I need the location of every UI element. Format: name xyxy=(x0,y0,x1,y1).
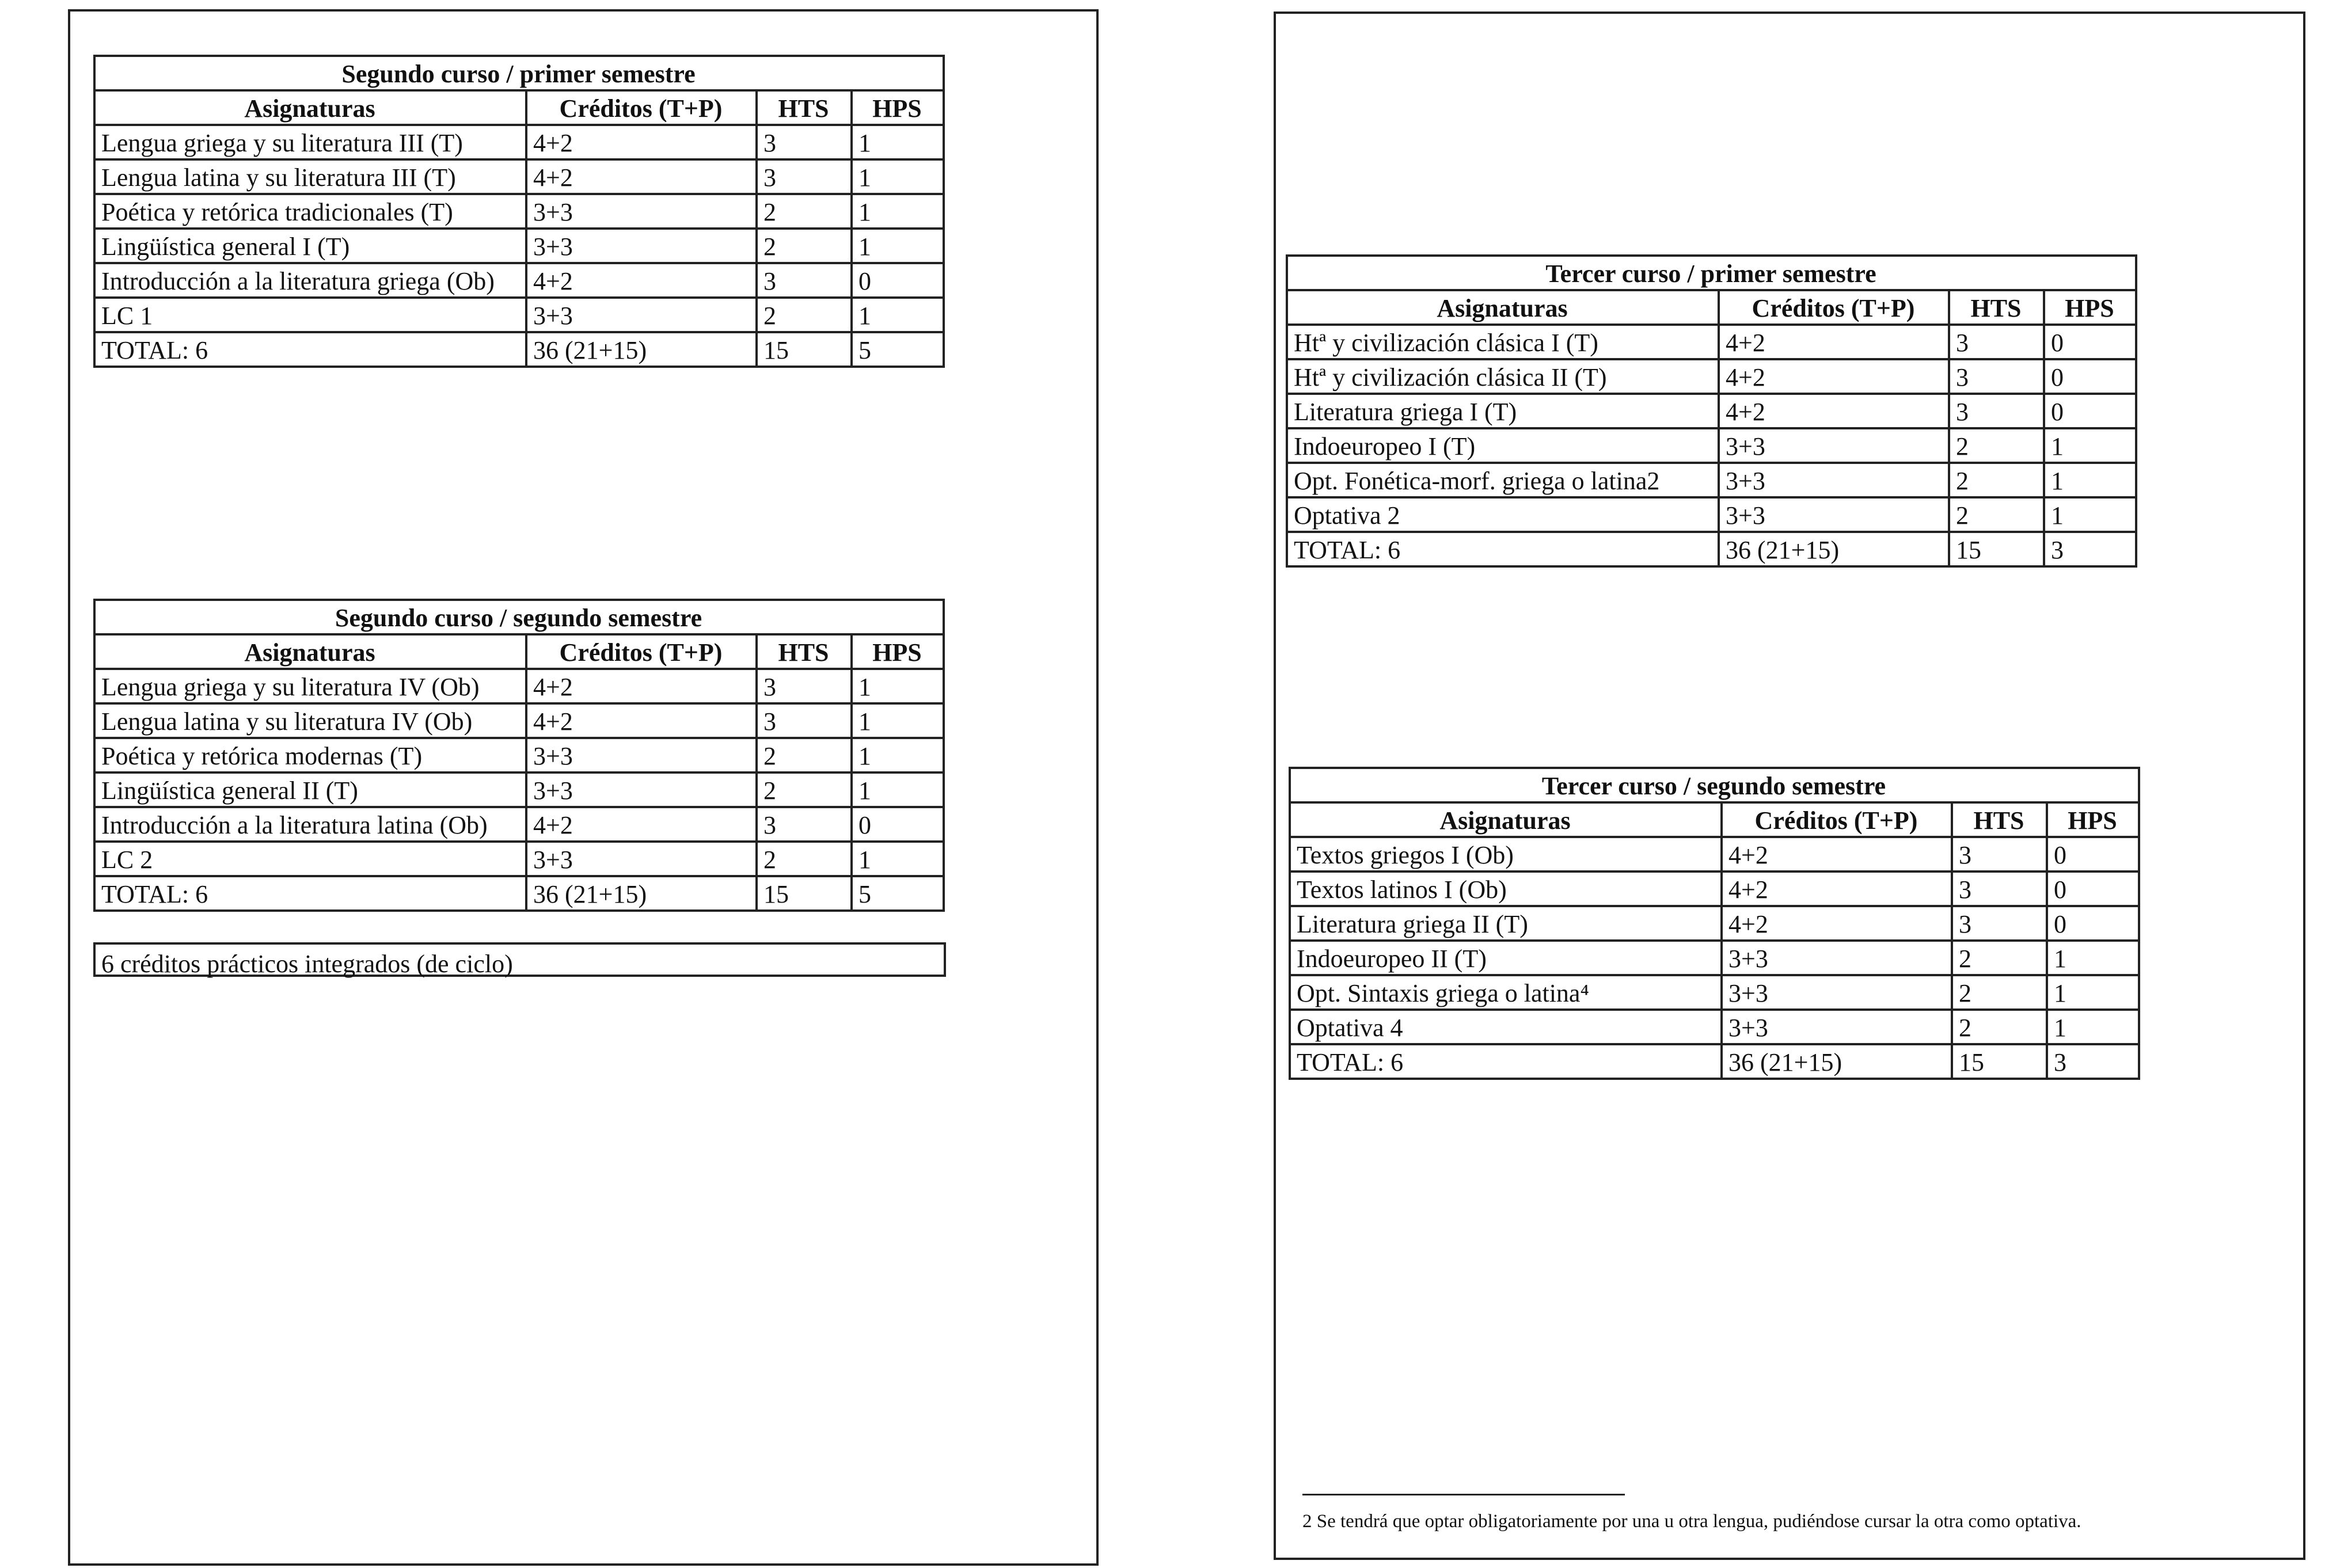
subject-cell: Indoeuropeo I (T) xyxy=(1287,428,1719,463)
hts-cell: 2 xyxy=(1952,975,2047,1010)
subject-cell: Opt. Sintaxis griega o latina⁴ xyxy=(1290,975,1722,1010)
subject-cell: Lengua latina y su literatura III (T) xyxy=(94,159,526,194)
column-header-asignaturas: Asignaturas xyxy=(1287,290,1719,325)
hps-cell: 0 xyxy=(2047,871,2139,906)
credits-cell: 3+3 xyxy=(526,229,757,263)
column-header-creditos: Créditos (T+P) xyxy=(1719,290,1949,325)
hts-cell: 2 xyxy=(757,842,852,876)
credits-cell: 3+3 xyxy=(526,738,757,772)
footnote-divider xyxy=(1302,1494,1625,1495)
table-row xyxy=(94,807,944,842)
total-row xyxy=(1287,532,2136,566)
hts-cell: 3 xyxy=(1952,837,2047,871)
total-credits: 36 (21+15) xyxy=(1719,532,1949,566)
total-hts: 15 xyxy=(757,332,852,367)
hps-cell: 0 xyxy=(2047,837,2139,871)
credits-cell: 4+2 xyxy=(526,159,757,194)
table-tercer-curso-primer-semestre xyxy=(1286,254,2137,568)
credits-cell: 3+3 xyxy=(526,772,757,807)
table-row xyxy=(94,772,944,807)
table-row xyxy=(1290,975,2139,1010)
credits-cell: 4+2 xyxy=(1722,906,1952,941)
column-header-creditos: Créditos (T+P) xyxy=(526,634,757,669)
table-row xyxy=(94,298,944,332)
subject-cell: Poética y retórica modernas (T) xyxy=(94,738,526,772)
column-header-hps: HPS xyxy=(852,634,944,669)
table-row xyxy=(1287,428,2136,463)
table-title: Segundo curso / primer semestre xyxy=(94,56,944,90)
table-segundo-curso-segundo-semestre xyxy=(93,599,945,912)
total-hps: 3 xyxy=(2044,532,2136,566)
subject-cell: Htª y civilización clásica II (T) xyxy=(1287,359,1719,394)
table-row xyxy=(1290,941,2139,975)
credits-cell: 4+2 xyxy=(526,669,757,703)
hts-cell: 3 xyxy=(757,807,852,842)
table-row xyxy=(94,738,944,772)
credits-cell: 3+3 xyxy=(526,842,757,876)
table-row xyxy=(94,229,944,263)
credits-cell: 4+2 xyxy=(526,263,757,298)
total-credits: 36 (21+15) xyxy=(526,876,757,911)
total-row xyxy=(94,876,944,911)
credits-cell: 4+2 xyxy=(1722,871,1952,906)
credits-cell: 4+2 xyxy=(1719,325,1949,359)
hts-cell: 2 xyxy=(1949,463,2044,497)
column-header-hts: HTS xyxy=(757,634,852,669)
total-hps: 5 xyxy=(852,332,944,367)
hts-cell: 2 xyxy=(1949,497,2044,532)
subject-cell: Lengua griega y su literatura IV (Ob) xyxy=(94,669,526,703)
table-row xyxy=(1287,394,2136,428)
subject-cell: Introducción a la literatura griega (Ob) xyxy=(94,263,526,298)
hts-cell: 2 xyxy=(757,738,852,772)
table-row xyxy=(94,842,944,876)
hts-cell: 2 xyxy=(757,194,852,229)
subject-cell: Optativa 2 xyxy=(1287,497,1719,532)
subject-cell: Poética y retórica tradicionales (T) xyxy=(94,194,526,229)
table-row xyxy=(1290,837,2139,871)
hps-cell: 1 xyxy=(852,194,944,229)
hps-cell: 1 xyxy=(852,669,944,703)
table-row xyxy=(1290,871,2139,906)
subject-cell: Lengua griega y su literatura III (T) xyxy=(94,125,526,159)
total-hps: 3 xyxy=(2047,1044,2139,1079)
hps-cell: 1 xyxy=(2044,463,2136,497)
hps-cell: 0 xyxy=(2044,359,2136,394)
total-label: TOTAL: 6 xyxy=(94,332,526,367)
hps-cell: 1 xyxy=(852,159,944,194)
subject-cell: LC 2 xyxy=(94,842,526,876)
hts-cell: 3 xyxy=(1952,906,2047,941)
practicos-integrados-note: 6 créditos prácticos integrados (de ciclo) xyxy=(93,942,946,977)
table-row xyxy=(1290,1010,2139,1044)
hps-cell: 1 xyxy=(2044,428,2136,463)
credits-cell: 3+3 xyxy=(1722,1010,1952,1044)
credits-cell: 3+3 xyxy=(1722,975,1952,1010)
table-row xyxy=(1287,325,2136,359)
hps-cell: 1 xyxy=(852,842,944,876)
table-row xyxy=(1287,359,2136,394)
hts-cell: 2 xyxy=(757,298,852,332)
credits-cell: 4+2 xyxy=(1719,394,1949,428)
hps-cell: 0 xyxy=(852,263,944,298)
hts-cell: 3 xyxy=(1949,394,2044,428)
credits-cell: 3+3 xyxy=(526,194,757,229)
hts-cell: 3 xyxy=(1949,359,2044,394)
hts-cell: 2 xyxy=(1952,941,2047,975)
table-row xyxy=(94,125,944,159)
total-row xyxy=(1290,1044,2139,1079)
subject-cell: Lingüística general II (T) xyxy=(94,772,526,807)
table-row xyxy=(1287,463,2136,497)
hts-cell: 3 xyxy=(757,125,852,159)
hts-cell: 3 xyxy=(1949,325,2044,359)
column-header-hts: HTS xyxy=(757,90,852,125)
column-header-creditos: Créditos (T+P) xyxy=(1722,802,1952,837)
hps-cell: 1 xyxy=(852,298,944,332)
total-hts: 15 xyxy=(757,876,852,911)
column-header-creditos: Créditos (T+P) xyxy=(526,90,757,125)
credits-cell: 4+2 xyxy=(526,703,757,738)
hps-cell: 0 xyxy=(852,807,944,842)
subject-cell: Optativa 4 xyxy=(1290,1010,1722,1044)
total-credits: 36 (21+15) xyxy=(526,332,757,367)
table-segundo-curso-primer-semestre xyxy=(93,55,945,368)
table-tercer-curso-segundo-semestre xyxy=(1289,767,2140,1080)
total-hts: 15 xyxy=(1949,532,2044,566)
total-hts: 15 xyxy=(1952,1044,2047,1079)
hts-cell: 2 xyxy=(1949,428,2044,463)
table-row xyxy=(94,159,944,194)
hts-cell: 3 xyxy=(757,263,852,298)
hts-cell: 3 xyxy=(757,703,852,738)
table-row xyxy=(94,263,944,298)
column-header-hps: HPS xyxy=(852,90,944,125)
subject-cell: Htª y civilización clásica I (T) xyxy=(1287,325,1719,359)
credits-cell: 3+3 xyxy=(526,298,757,332)
subject-cell: Introducción a la literatura latina (Ob) xyxy=(94,807,526,842)
hts-cell: 2 xyxy=(757,229,852,263)
column-header-asignaturas: Asignaturas xyxy=(94,90,526,125)
column-header-hps: HPS xyxy=(2047,802,2139,837)
subject-cell: Lengua latina y su literatura IV (Ob) xyxy=(94,703,526,738)
hps-cell: 1 xyxy=(852,738,944,772)
hps-cell: 1 xyxy=(852,772,944,807)
hts-cell: 3 xyxy=(1952,871,2047,906)
subject-cell: Indoeuropeo II (T) xyxy=(1290,941,1722,975)
subject-cell: Literatura griega II (T) xyxy=(1290,906,1722,941)
credits-cell: 3+3 xyxy=(1719,463,1949,497)
hps-cell: 1 xyxy=(852,703,944,738)
table-row xyxy=(1290,906,2139,941)
column-header-hts: HTS xyxy=(1952,802,2047,837)
subject-cell: Lingüística general I (T) xyxy=(94,229,526,263)
table-title: Segundo curso / segundo semestre xyxy=(94,600,944,634)
hts-cell: 2 xyxy=(757,772,852,807)
hps-cell: 1 xyxy=(2047,941,2139,975)
hps-cell: 1 xyxy=(2047,1010,2139,1044)
table-title: Tercer curso / primer semestre xyxy=(1287,256,2136,290)
table-row xyxy=(94,194,944,229)
column-header-hps: HPS xyxy=(2044,290,2136,325)
hts-cell: 3 xyxy=(757,669,852,703)
column-header-hts: HTS xyxy=(1949,290,2044,325)
hps-cell: 0 xyxy=(2047,906,2139,941)
total-row xyxy=(94,332,944,367)
subject-cell: Textos griegos I (Ob) xyxy=(1290,837,1722,871)
credits-cell: 4+2 xyxy=(526,807,757,842)
credits-cell: 3+3 xyxy=(1719,497,1949,532)
credits-cell: 3+3 xyxy=(1719,428,1949,463)
total-label: TOTAL: 6 xyxy=(1287,532,1719,566)
footnote: 2 Se tendrá que optar obligatoriamente por una u otra lengua, pudiéndose cursar la otra como optativa. xyxy=(1302,1511,2081,1532)
total-credits: 36 (21+15) xyxy=(1722,1044,1952,1079)
total-hps: 5 xyxy=(852,876,944,911)
column-header-asignaturas: Asignaturas xyxy=(1290,802,1722,837)
table-row xyxy=(94,703,944,738)
hts-cell: 3 xyxy=(757,159,852,194)
subject-cell: Textos latinos I (Ob) xyxy=(1290,871,1722,906)
hps-cell: 1 xyxy=(2047,975,2139,1010)
hps-cell: 0 xyxy=(2044,325,2136,359)
total-label: TOTAL: 6 xyxy=(1290,1044,1722,1079)
total-label: TOTAL: 6 xyxy=(94,876,526,911)
credits-cell: 4+2 xyxy=(1722,837,1952,871)
column-header-asignaturas: Asignaturas xyxy=(94,634,526,669)
table-row xyxy=(94,669,944,703)
table-row xyxy=(1287,497,2136,532)
hps-cell: 1 xyxy=(2044,497,2136,532)
credits-cell: 3+3 xyxy=(1722,941,1952,975)
subject-cell: Literatura griega I (T) xyxy=(1287,394,1719,428)
subject-cell: LC 1 xyxy=(94,298,526,332)
hps-cell: 1 xyxy=(852,125,944,159)
table-title: Tercer curso / segundo semestre xyxy=(1290,768,2139,802)
credits-cell: 4+2 xyxy=(1719,359,1949,394)
subject-cell: Opt. Fonética-morf. griega o latina2 xyxy=(1287,463,1719,497)
hts-cell: 2 xyxy=(1952,1010,2047,1044)
hps-cell: 0 xyxy=(2044,394,2136,428)
credits-cell: 4+2 xyxy=(526,125,757,159)
hps-cell: 1 xyxy=(852,229,944,263)
